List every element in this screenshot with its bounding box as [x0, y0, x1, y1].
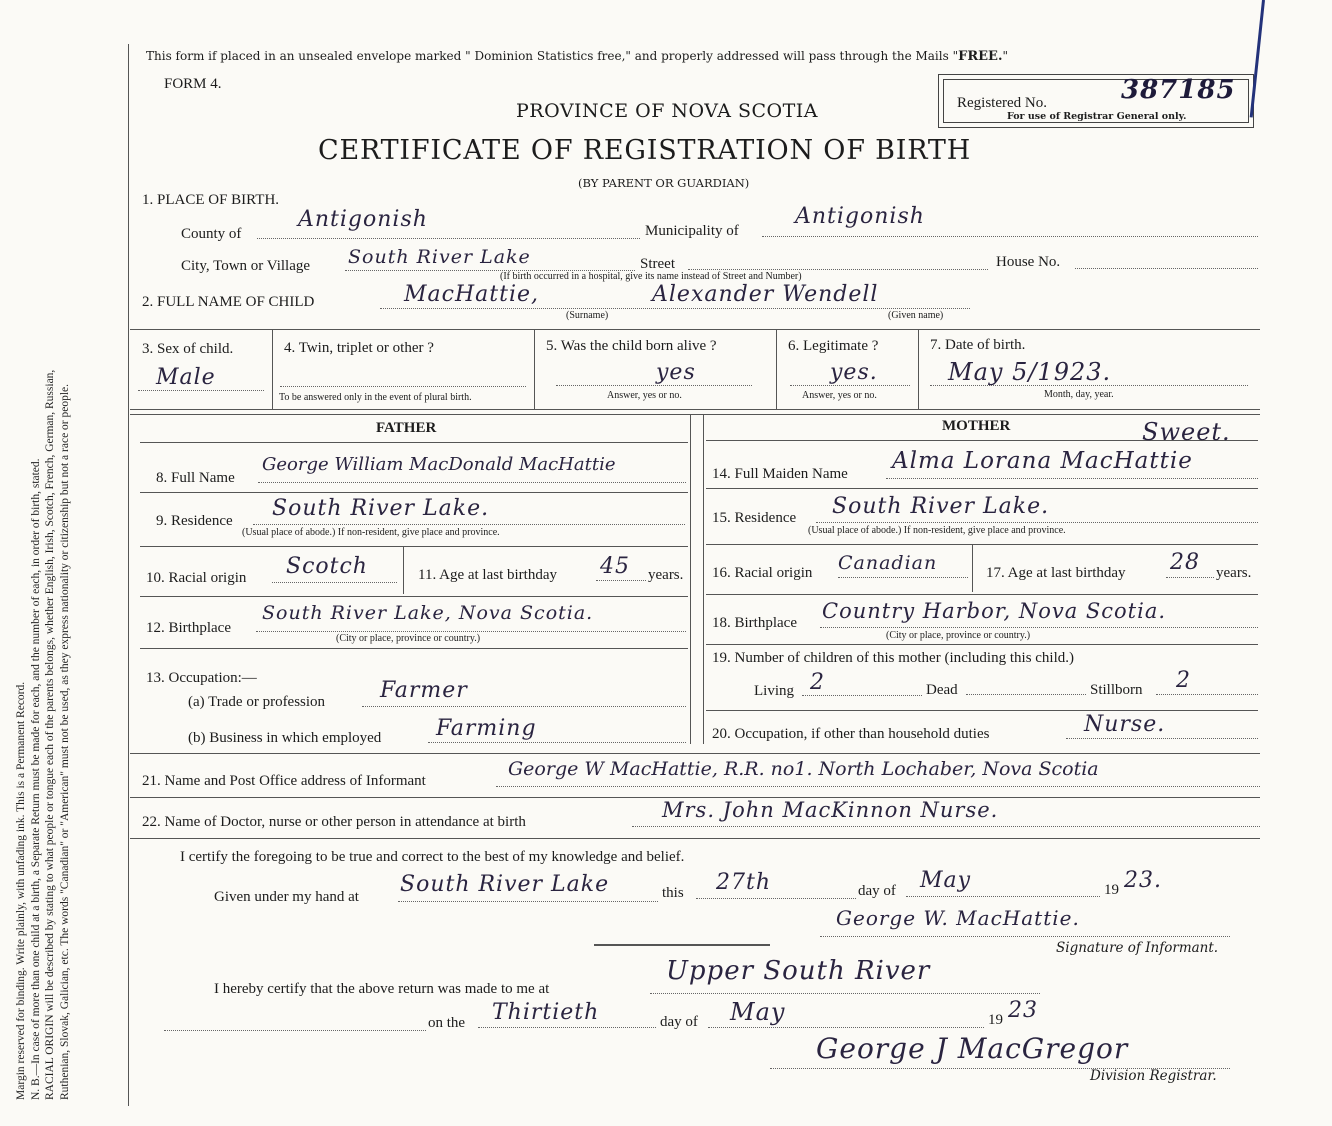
- row-divider: [130, 329, 1260, 330]
- mother-occupation-label: 20. Occupation, if other than household duties: [712, 726, 990, 742]
- father-birthplace-value: South River Lake, Nova Scotia.: [262, 602, 594, 624]
- column-divider: [703, 414, 704, 744]
- page-subtitle: (BY PARENT OR GUARDIAN): [578, 176, 750, 190]
- hospital-note: (If birth occurred in a hospital, give its name instead of Street and Number): [500, 271, 802, 282]
- on-the-label: on the: [428, 1015, 466, 1031]
- father-racial-label: 10. Racial origin: [146, 570, 247, 586]
- registrar-month-value: May: [730, 998, 786, 1026]
- given-month-value: May: [920, 868, 972, 893]
- mother-name-label: 14. Full Maiden Name: [712, 466, 848, 482]
- child-given-name: Alexander Wendell: [652, 282, 879, 307]
- mother-children-label: 19. Number of children of this mother (including this child.): [712, 650, 1075, 666]
- city-label: City, Town or Village: [181, 258, 311, 274]
- child-surname: MacHattie,: [404, 282, 539, 307]
- county-label: County of: [181, 226, 242, 242]
- dead-label: Dead: [926, 682, 958, 698]
- pen-mark: [1250, 0, 1265, 118]
- legitimate-note: Answer, yes or no.: [802, 390, 877, 401]
- father-residence-label: 9. Residence: [156, 513, 233, 529]
- registered-box: [938, 74, 1254, 128]
- informant-signature-caption: Signature of Informant.: [1056, 940, 1219, 956]
- mother-age-value: 28: [1170, 550, 1200, 575]
- twin-label: 4. Twin, triplet or other ?: [284, 340, 434, 356]
- informant-label: 21. Name and Post Office address of Informant: [142, 773, 426, 789]
- registered-label: Registered No.: [957, 95, 1047, 111]
- mother-birthplace-label: 18. Birthplace: [712, 615, 797, 631]
- father-birthplace-note: (City or place, province or country.): [336, 633, 481, 644]
- father-residence-value: South River Lake.: [272, 496, 490, 521]
- registrar-year-prefix: 19: [988, 1012, 1003, 1028]
- doctor-label: 22. Name of Doctor, nurse or other person in attendance at birth: [142, 814, 526, 830]
- given-year-value: 23.: [1124, 868, 1162, 893]
- given-under-label: Given under my hand at: [214, 889, 359, 905]
- city-value: South River Lake: [348, 246, 531, 268]
- father-name-label: 8. Full Name: [156, 470, 235, 486]
- living-label: Living: [754, 683, 794, 699]
- county-value: Antigonish: [298, 207, 428, 232]
- registered-number: 387185: [1121, 75, 1236, 105]
- father-trade-label: (a) Trade or profession: [188, 694, 326, 710]
- mother-birthplace-note: (City or place, province or country.): [886, 630, 1031, 641]
- column-divider: [690, 414, 691, 744]
- mother-residence-note: (Usual place of abode.) If non-resident, give place and province.: [808, 525, 1066, 536]
- surname-caption: (Surname): [566, 310, 609, 321]
- province-heading: PROVINCE OF NOVA SCOTIA: [516, 100, 819, 122]
- father-occupation-label: 13. Occupation:—: [146, 670, 257, 686]
- alive-note: Answer, yes or no.: [607, 390, 682, 401]
- sex-label: 3. Sex of child.: [142, 341, 234, 357]
- father-age-value: 45: [600, 554, 630, 579]
- father-business-value: Farming: [436, 716, 537, 741]
- registrar-year-value: 23: [1008, 998, 1038, 1023]
- form-number: FORM 4.: [164, 76, 222, 92]
- father-heading: FATHER: [376, 420, 437, 436]
- registrar-place-value: Upper South River: [666, 956, 931, 986]
- registrar-note: For use of Registrar General only.: [1007, 111, 1187, 122]
- alive-label: 5. Was the child born alive ?: [546, 338, 717, 354]
- registrar-signature-caption: Division Registrar.: [1090, 1068, 1217, 1084]
- mother-name-value: Alma Lorana MacHattie: [892, 448, 1193, 474]
- margin-note-2: N. B.—In case of more than one child at a birth, a Separate Return must be made for each, and the number of each, in order of birth, stated.: [29, 458, 42, 1100]
- margin-note-4: Ruthenian, Slovak, Galician, etc. The words "Canadian" or "American" must not be used, as they express nationality or citizenship but not a race or people.: [58, 383, 71, 1100]
- legitimate-label: 6. Legitimate ?: [788, 338, 879, 354]
- place-of-birth-label: 1. PLACE OF BIRTH.: [142, 192, 280, 208]
- registrar-signature: George J MacGregor: [816, 1032, 1129, 1065]
- given-caption: (Given name): [888, 310, 944, 321]
- child-name-label: 2. FULL NAME OF CHILD: [142, 294, 315, 310]
- father-birthplace-label: 12. Birthplace: [146, 620, 231, 636]
- mother-age-label: 17. Age at last birthday: [986, 565, 1126, 581]
- certification-statement: I certify the foregoing to be true and correct to the best of my knowledge and belief.: [180, 849, 685, 865]
- mother-residence-value: South River Lake.: [832, 494, 1050, 519]
- alive-value: yes: [656, 360, 696, 385]
- father-residence-note: (Usual place of abode.) If non-resident, give place and province.: [242, 527, 500, 538]
- page-title: CERTIFICATE OF REGISTRATION OF BIRTH: [318, 135, 972, 166]
- mother-years-label: years.: [1216, 565, 1252, 581]
- registrar-statement: I hereby certify that the above return was made to me at: [214, 981, 550, 997]
- stillborn-value: 2: [1176, 668, 1191, 693]
- twin-note: To be answered only in the event of plural birth.: [279, 392, 472, 403]
- margin-note-1: Margin reserved for binding. Write plainly, with unfading ink. This is a Permanent Record.: [15, 681, 27, 1100]
- registrar-day-value: Thirtieth: [492, 1000, 600, 1025]
- mother-heading: MOTHER: [942, 418, 1011, 434]
- margin-notes: [14, 40, 72, 1100]
- mother-name-correction: Sweet.: [1142, 418, 1231, 446]
- doctor-value: Mrs. John MacKinnon Nurse.: [662, 798, 999, 822]
- legitimate-value: yes.: [830, 360, 878, 385]
- father-trade-value: Farmer: [380, 678, 468, 703]
- street-label: Street: [640, 256, 675, 272]
- dob-label: 7. Date of birth.: [930, 337, 1026, 353]
- row-divider: [130, 414, 1260, 415]
- dob-value: May 5/1923.: [948, 358, 1112, 386]
- given-place-value: South River Lake: [400, 872, 610, 897]
- this-label: this: [662, 885, 684, 901]
- municipality-value: Antigonish: [795, 204, 925, 229]
- postal-note: This form if placed in an unsealed envelope marked " Dominion Statistics free," and properly addressed will pass through the Mails "FREE.": [146, 49, 1009, 64]
- given-day-of-label: day of: [858, 883, 896, 899]
- father-age-label: 11. Age at last birthday: [418, 567, 557, 583]
- mother-birthplace-value: Country Harbor, Nova Scotia.: [822, 599, 1167, 623]
- house-label: House No.: [996, 254, 1061, 270]
- father-business-label: (b) Business in which employed: [188, 730, 382, 746]
- margin-note-3: RACIAL ORIGIN will be described by stating to what people or tongue each of the parents belongs, whether English, Irish, Scotch, French, German, Russian,: [44, 369, 56, 1100]
- dob-note: Month, day, year.: [1044, 389, 1114, 400]
- municipality-label: Municipality of: [645, 223, 739, 239]
- row-divider: [130, 409, 1260, 410]
- separator-line: [594, 944, 770, 946]
- living-value: 2: [810, 670, 825, 695]
- sex-value: Male: [156, 365, 216, 390]
- given-day-value: 27th: [716, 870, 772, 895]
- father-years-label: years.: [648, 567, 684, 583]
- father-racial-value: Scotch: [286, 554, 368, 579]
- registrar-day-of-label: day of: [660, 1014, 698, 1030]
- informant-value: George W MacHattie, R.R. no1. North Lochaber, Nova Scotia: [508, 758, 1099, 780]
- mother-residence-label: 15. Residence: [712, 510, 797, 526]
- given-year-prefix: 19: [1104, 882, 1119, 898]
- mother-occupation-value: Nurse.: [1084, 712, 1166, 737]
- informant-signature: George W. MacHattie.: [836, 906, 1080, 930]
- frame-left-border: [128, 44, 129, 1106]
- mother-racial-value: Canadian: [838, 552, 938, 574]
- mother-racial-label: 16. Racial origin: [712, 565, 813, 581]
- father-name-value: George William MacDonald MacHattie: [262, 454, 616, 475]
- stillborn-label: Stillborn: [1090, 682, 1143, 698]
